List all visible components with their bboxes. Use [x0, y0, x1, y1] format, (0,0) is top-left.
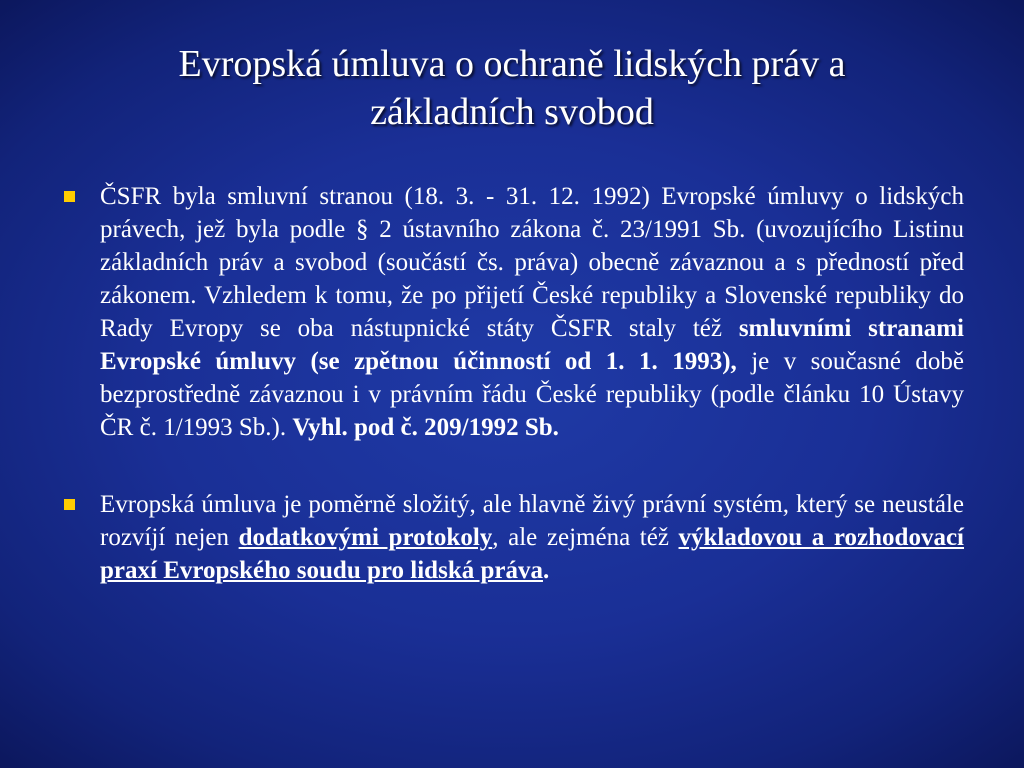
bullet-text: je v současné době bezprostředně závaznou i v právním řádu České republiky (podle článku 10 Ústavy ČR č. 1/1993 Sb.).	[100, 348, 964, 441]
slide-content	[62, 180, 964, 587]
slide-title-line-2: základních svobod	[370, 91, 654, 133]
bullet-item-csfr	[62, 180, 964, 444]
bullet-item-evropska-umluva	[62, 488, 964, 587]
bullet-bold-text: smluvními stranami Evropské úmluvy (se zpětnou účinností od 1. 1. 1993),	[100, 315, 964, 375]
link-dodatkove-protokoly[interactable]: dodatkovými protokoly	[238, 524, 493, 551]
bullet-text: ČSFR byla smluvní stranou (18. 3. - 31. 12. 1992) Evropské úmluvy o lidských právech, jež byla podle § 2 ústavního zákona č. 23/1991 Sb. (uvozujícího Listinu základních práv a svobod (součástí čs. práva) obecně závaznou a s předností před zákonem. Vzhledem k tomu, že po přijetí České republiky a Slovenské republiky do Rady Evropy se oba nástupnické státy ČSFR staly též	[100, 183, 964, 342]
square-bullet-icon	[64, 191, 75, 202]
bullet-bold-text: Vyhl. pod č. 209/1992 Sb.	[292, 414, 559, 441]
bullet-text: Evropská úmluva je poměrně složitý, ale hlavně živý právní systém, který se neustále rozvíjí nejen	[100, 491, 964, 551]
link-rozhodovaci-praxe[interactable]: výkladovou a rozhodovací praxí Evropského soudu pro lidská práva	[100, 524, 965, 584]
bullet-text: .	[542, 557, 550, 584]
bullet-text: , ale zejména též	[492, 524, 679, 551]
slide-title-line-1: Evropská úmluva o ochraně lidských práv a	[178, 43, 846, 85]
square-bullet-icon	[64, 499, 75, 510]
slide-title	[60, 40, 964, 136]
